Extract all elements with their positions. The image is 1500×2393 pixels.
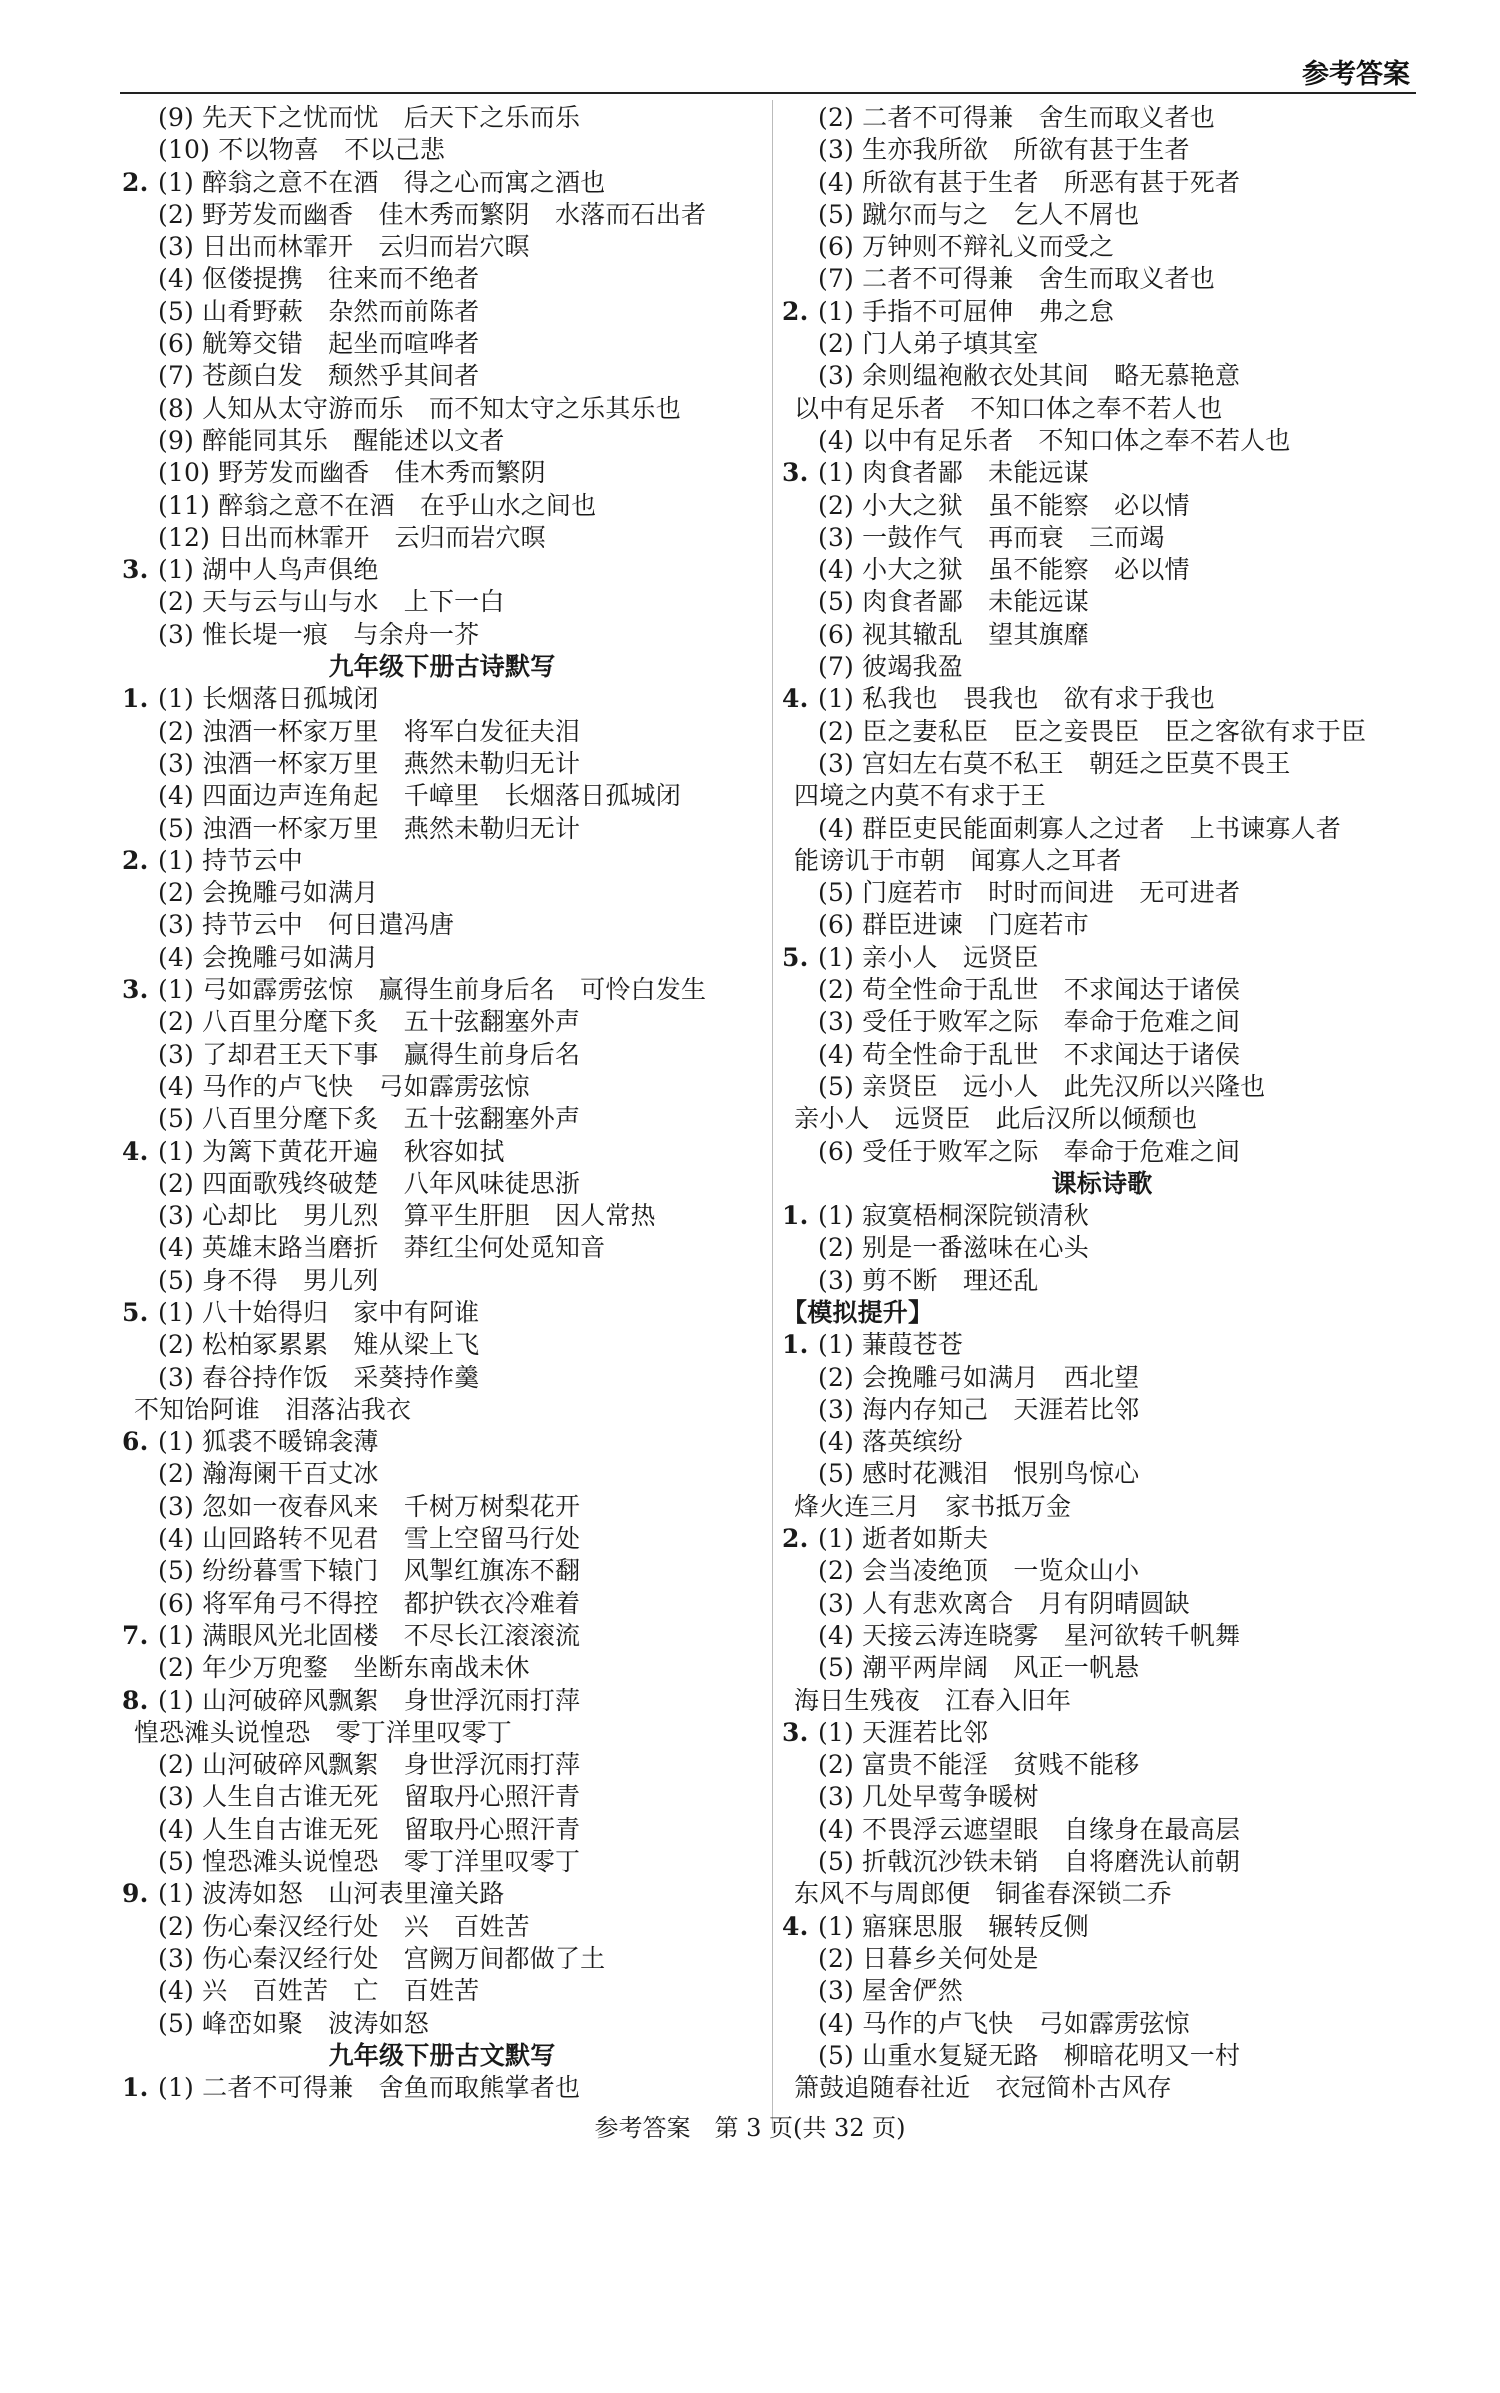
- answer-line: [782, 1717, 1422, 1749]
- answer-line: [782, 586, 1422, 618]
- question-number: 1.: [122, 684, 149, 714]
- answer-text: (3) 伤心秦汉经行处 宫阙万间都做了土: [158, 1943, 606, 1973]
- answer-text: (5) 山重水复疑无路 柳暗花明又一村: [818, 2040, 1241, 2070]
- answer-line: [782, 296, 1422, 328]
- answer-line: [782, 1071, 1422, 1103]
- answer-line: [122, 1685, 762, 1717]
- answer-text: (4) 山回路转不见君 雪上空留马行处: [158, 1524, 581, 1554]
- answer-line: [782, 1814, 1422, 1846]
- answer-text: 课标诗歌: [1051, 1168, 1153, 1198]
- answer-line: [122, 102, 762, 134]
- answer-text: (1) 手指不可屈伸 弗之怠: [818, 296, 1115, 326]
- answer-line: [782, 1555, 1422, 1587]
- answer-line: [122, 167, 762, 199]
- answer-line: [782, 522, 1422, 554]
- answer-line: [782, 1426, 1422, 1458]
- answer-text: 【模拟提升】: [782, 1297, 934, 1327]
- answer-line: [782, 490, 1422, 522]
- answer-text: 能谤讥于市朝 闻寡人之耳者: [794, 845, 1122, 875]
- question-number: 4.: [782, 1911, 809, 1941]
- answer-line: [122, 1588, 762, 1620]
- answer-line: [782, 683, 1422, 715]
- answer-text: (4) 四面边声连角起 千嶂里 长烟落日孤城闭: [158, 781, 681, 811]
- answer-line: [782, 619, 1422, 651]
- answer-text: (5) 惶恐滩头说惶恐 零丁洋里叹零丁: [158, 1847, 581, 1877]
- answer-text: (4) 以中有足乐者 不知口体之奉不若人也: [818, 425, 1291, 455]
- answer-text: (3) 人生自古谁无死 留取丹心照汗青: [158, 1782, 581, 1812]
- answer-text: (2) 日暮乡关何处是: [818, 1943, 1039, 1973]
- answer-line: [122, 1620, 762, 1652]
- answer-text: (1) 弓如霹雳弦惊 赢得生前身后名 可怜白发生: [158, 975, 707, 1005]
- answer-line: [782, 909, 1422, 941]
- answer-line: [782, 231, 1422, 263]
- answer-line: [782, 974, 1422, 1006]
- answer-text: (1) 寤寐思服 辗转反侧: [818, 1911, 1089, 1941]
- answer-text: (3) 几处早莺争暖树: [818, 1782, 1039, 1812]
- answer-line: [782, 1039, 1422, 1071]
- answer-text: 东风不与周郎便 铜雀春深锁二乔: [794, 1879, 1173, 1909]
- answer-text: (1) 蒹葭苍苍: [818, 1330, 963, 1360]
- answer-text: (5) 潮平两岸阔 风正一帆悬: [818, 1653, 1140, 1683]
- answer-text: (3) 心却比 男儿烈 算平生肝胆 因人常热: [158, 1201, 656, 1231]
- answer-line: [782, 1006, 1422, 1038]
- answer-text: (4) 不畏浮云遮望眼 自缘身在最高层: [818, 1814, 1241, 1844]
- answer-text: (1) 二者不可得兼 舍鱼而取熊掌者也: [158, 2073, 581, 2103]
- answer-text: (6) 将军角弓不得控 都护铁衣冷难着: [158, 1588, 581, 1618]
- answer-line: [782, 1846, 1422, 1878]
- answer-text: (4) 天接云涛连晓雾 星河欲转千帆舞: [818, 1620, 1241, 1650]
- answer-text: (3) 受任于败军之际 奉命于危难之间: [818, 1007, 1241, 1037]
- answer-text: (2) 别是一番滋味在心头: [818, 1233, 1089, 1263]
- answer-text: (4) 落英缤纷: [818, 1427, 963, 1457]
- answer-text: (2) 会当凌绝顶 一览众山小: [818, 1556, 1140, 1586]
- answer-line: [782, 1136, 1422, 1168]
- answer-text: (8) 人知从太守游而乐 而不知太守之乐其乐也: [158, 393, 681, 423]
- answer-text: (1) 为篱下黄花开遍 秋容如拭: [158, 1136, 505, 1166]
- answer-line: [122, 1814, 762, 1846]
- question-number: 2.: [782, 296, 809, 326]
- answer-line: [122, 1555, 762, 1587]
- answer-text: (5) 身不得 男儿列: [158, 1265, 379, 1295]
- answer-text: (2) 会挽雕弓如满月: [158, 878, 379, 908]
- header-rule: [120, 92, 1416, 94]
- left-column: [122, 102, 762, 2104]
- answer-text: (7) 二者不可得兼 舍生而取义者也: [818, 264, 1215, 294]
- question-number: 4.: [122, 1136, 149, 1166]
- answer-text: (4) 小大之狱 虽不能察 必以情: [818, 555, 1190, 585]
- answer-line: [782, 1878, 1422, 1910]
- answer-line: [122, 1394, 762, 1426]
- answer-text: (2) 门人弟子填其室: [818, 329, 1039, 359]
- answer-text: (1) 长烟落日孤城闭: [158, 684, 379, 714]
- answer-text: (3) 屋舍俨然: [818, 1976, 963, 2006]
- answer-text: (5) 峰峦如聚 波涛如怒: [158, 2008, 429, 2038]
- answer-text: (9) 醉能同其乐 醒能述以文者: [158, 425, 505, 455]
- answer-text: (3) 了却君王天下事 赢得生前身后名: [158, 1039, 581, 1069]
- answer-line: [782, 1362, 1422, 1394]
- answer-line: [122, 586, 762, 618]
- answer-line: [122, 1006, 762, 1038]
- answer-line: [782, 2008, 1422, 2040]
- answer-text: (2) 二者不可得兼 舍生而取义者也: [818, 103, 1215, 132]
- answer-line: [782, 651, 1422, 683]
- answer-text: (5) 纷纷暮雪下辕门 风掣红旗冻不翻: [158, 1556, 581, 1586]
- answer-line: [782, 1523, 1422, 1555]
- answer-line: [782, 716, 1422, 748]
- question-number: 7.: [122, 1620, 149, 1650]
- answer-line: [782, 1781, 1422, 1813]
- answer-text: (3) 海内存知己 天涯若比邻: [818, 1394, 1140, 1424]
- answer-text: (4) 马作的卢飞快 弓如霹雳弦惊: [818, 2008, 1190, 2038]
- answer-text: (2) 八百里分麾下炙 五十弦翻塞外声: [158, 1007, 581, 1037]
- answer-line: [782, 1749, 1422, 1781]
- answer-line: [122, 942, 762, 974]
- answer-text: (2) 野芳发而幽香 佳木秀而繁阴 水落而石出者: [158, 199, 707, 229]
- section-heading: [122, 651, 762, 683]
- answer-text: (3) 生亦我所欲 所欲有甚于生者: [818, 135, 1190, 165]
- answer-line: [122, 1878, 762, 1910]
- answer-line: [122, 457, 762, 489]
- answer-text: (1) 狐裘不暖锦衾薄: [158, 1427, 379, 1457]
- answer-line: [782, 1975, 1422, 2007]
- answer-text: (9) 先天下之忧而忧 后天下之乐而乐: [158, 103, 581, 132]
- answer-line: [782, 877, 1422, 909]
- answer-line: [122, 296, 762, 328]
- answer-line: [122, 1781, 762, 1813]
- answer-text: (5) 蹴尔而与之 乞人不屑也: [818, 199, 1140, 229]
- answer-line: [122, 748, 762, 780]
- question-number: 6.: [122, 1427, 149, 1457]
- answer-text: (2) 会挽雕弓如满月 西北望: [818, 1362, 1140, 1392]
- answer-text: (4) 群臣吏民能面刺寡人之过者 上书谏寡人者: [818, 813, 1341, 843]
- answer-text: (1) 湖中人鸟声俱绝: [158, 555, 379, 585]
- answer-text: (4) 伛偻提携 往来而不绝者: [158, 264, 480, 294]
- answer-line: [122, 1362, 762, 1394]
- answer-line: [122, 1232, 762, 1264]
- answer-line: [782, 1943, 1422, 1975]
- answer-line: [122, 1523, 762, 1555]
- answer-line: [122, 1265, 762, 1297]
- section-heading: [122, 2040, 762, 2072]
- question-number: 3.: [122, 975, 149, 1005]
- answer-line: [782, 328, 1422, 360]
- answer-line: [782, 393, 1422, 425]
- answer-text: (3) 剪不断 理还乱: [818, 1265, 1039, 1295]
- question-number: 2.: [782, 1524, 809, 1554]
- answer-text: (5) 肉食者鄙 未能远谋: [818, 587, 1089, 617]
- answer-text: (5) 八百里分麾下炙 五十弦翻塞外声: [158, 1104, 581, 1134]
- answer-text: 箫鼓追随春社近 衣冠简朴古风存: [794, 2073, 1173, 2103]
- answer-text: (4) 苟全性命于乱世 不求闻达于诸侯: [818, 1039, 1241, 1069]
- answer-text: (1) 天涯若比邻: [818, 1717, 989, 1747]
- answer-line: [122, 263, 762, 295]
- answer-line: [782, 1652, 1422, 1684]
- answer-line: [122, 1136, 762, 1168]
- answer-text: 海日生残夜 江春入旧年: [794, 1685, 1072, 1715]
- answer-line: [122, 1911, 762, 1943]
- answer-line: [782, 845, 1422, 877]
- question-number: 9.: [122, 1879, 149, 1909]
- answer-line: [122, 1329, 762, 1361]
- answer-text: (2) 天与云与山与水 上下一白: [158, 587, 505, 617]
- answer-line: [122, 1975, 762, 2007]
- answer-text: (2) 苟全性命于乱世 不求闻达于诸侯: [818, 975, 1241, 1005]
- answer-line: [122, 231, 762, 263]
- answer-text: 九年级下册古诗默写: [328, 652, 556, 682]
- answer-line: [782, 1103, 1422, 1135]
- answer-text: (3) 浊酒一杯家万里 燕然未勒归无计: [158, 748, 581, 778]
- question-number: 2.: [122, 167, 149, 197]
- answer-line: [782, 1200, 1422, 1232]
- answer-line: [782, 1265, 1422, 1297]
- answer-line: [122, 134, 762, 166]
- answer-line: [122, 199, 762, 231]
- answer-line: [782, 1458, 1422, 1490]
- answer-line: [122, 1652, 762, 1684]
- answer-text: (2) 年少万兜鍪 坐断东南战未休: [158, 1653, 530, 1683]
- answer-line: [782, 1491, 1422, 1523]
- question-number: 1.: [122, 2073, 149, 2103]
- answer-text: (2) 瀚海阑干百丈冰: [158, 1459, 379, 1489]
- answer-line: [122, 1491, 762, 1523]
- answer-text: (1) 逝者如斯夫: [818, 1524, 989, 1554]
- answer-text: (6) 视其辙乱 望其旗靡: [818, 619, 1089, 649]
- answer-line: [782, 780, 1422, 812]
- answer-text: (6) 受任于败军之际 奉命于危难之间: [818, 1136, 1241, 1166]
- answer-text: 以中有足乐者 不知口体之奉不若人也: [794, 393, 1223, 423]
- answer-line: [782, 748, 1422, 780]
- answer-text: (1) 私我也 畏我也 欲有求于我也: [818, 684, 1215, 714]
- answer-line: [122, 1749, 762, 1781]
- answer-line: [122, 2072, 762, 2104]
- question-number: 3.: [782, 458, 809, 488]
- answer-text: (11) 醉翁之意不在酒 在乎山水之间也: [158, 490, 597, 520]
- answer-text: (2) 四面歌残终破楚 八年风味徒思浙: [158, 1168, 581, 1198]
- answer-line: [122, 813, 762, 845]
- answer-text: (3) 舂谷持作饭 采葵持作羹: [158, 1362, 480, 1392]
- answer-text: (4) 兴 百姓苦 亡 百姓苦: [158, 1976, 480, 2006]
- answer-line: [782, 813, 1422, 845]
- answer-line: [122, 683, 762, 715]
- answer-text: (4) 所欲有甚于生者 所恶有甚于死者: [818, 167, 1241, 197]
- question-number: 8.: [122, 1685, 149, 1715]
- answer-text: (12) 日出而林霏开 云归而岩穴暝: [158, 522, 546, 552]
- answer-line: [122, 393, 762, 425]
- answer-text: (10) 野芳发而幽香 佳木秀而繁阴: [158, 458, 546, 488]
- page-header-label: 参考答案: [1302, 59, 1410, 90]
- question-number: 1.: [782, 1201, 809, 1231]
- answer-text: (5) 亲贤臣 远小人 此先汉所以兴隆也: [818, 1071, 1266, 1101]
- answer-line: [782, 942, 1422, 974]
- answer-line: [122, 1943, 762, 1975]
- answer-line: [122, 877, 762, 909]
- answer-line: [782, 2072, 1422, 2104]
- answer-text: (7) 彼竭我盈: [818, 652, 963, 682]
- answer-line: [122, 780, 762, 812]
- answer-line: [782, 134, 1422, 166]
- answer-text: (5) 折戟沉沙铁未销 自将磨洗认前朝: [818, 1847, 1241, 1877]
- answer-text: (2) 松柏冢累累 雉从梁上飞: [158, 1330, 480, 1360]
- answer-text: (3) 一鼓作气 再而衰 三而竭: [818, 522, 1165, 552]
- answer-text: (1) 亲小人 远贤臣: [818, 942, 1039, 972]
- answer-text: (1) 波涛如怒 山河表里潼关路: [158, 1879, 505, 1909]
- answer-line: [782, 1911, 1422, 1943]
- answer-text: (6) 群臣进谏 门庭若市: [818, 910, 1089, 940]
- answer-line: [782, 425, 1422, 457]
- answer-line: [122, 2008, 762, 2040]
- answer-text: (3) 持节云中 何日遣冯唐: [158, 910, 455, 940]
- answer-text: (2) 小大之狱 虽不能察 必以情: [818, 490, 1190, 520]
- answer-text: (5) 山肴野蔌 杂然而前陈者: [158, 296, 480, 326]
- answer-text: (10) 不以物喜 不以己悲: [158, 135, 446, 165]
- answer-text: (2) 富贵不能淫 贫贱不能移: [818, 1750, 1140, 1780]
- answer-text: 烽火连三月 家书抵万金: [794, 1491, 1072, 1521]
- answer-text: (3) 日出而林霏开 云归而岩穴暝: [158, 232, 530, 262]
- answer-text: (3) 人有悲欢离合 月有阴晴圆缺: [818, 1588, 1190, 1618]
- section-heading: [782, 1168, 1422, 1200]
- question-number: 4.: [782, 684, 809, 714]
- subsection-heading: [782, 1297, 1422, 1329]
- answer-line: [122, 1717, 762, 1749]
- answer-text: (5) 门庭若市 时时而间进 无可进者: [818, 878, 1241, 908]
- answer-line: [782, 1394, 1422, 1426]
- answer-text: (5) 感时花溅泪 恨别鸟惊心: [818, 1459, 1140, 1489]
- right-column: [782, 102, 1422, 2104]
- answer-line: [122, 490, 762, 522]
- answer-line: [122, 360, 762, 392]
- answer-text: (2) 浊酒一杯家万里 将军白发征夫泪: [158, 716, 581, 746]
- answer-text: (7) 苍颜白发 颓然乎其间者: [158, 361, 480, 391]
- answer-line: [782, 199, 1422, 231]
- answer-text: (4) 会挽雕弓如满月: [158, 942, 379, 972]
- answer-line: [122, 1071, 762, 1103]
- question-number: 3.: [122, 555, 149, 585]
- question-number: 3.: [782, 1717, 809, 1747]
- answer-line: [782, 263, 1422, 295]
- answer-line: [782, 554, 1422, 586]
- answer-line: [122, 554, 762, 586]
- answer-line: [122, 619, 762, 651]
- answer-text: (1) 持节云中: [158, 845, 303, 875]
- answer-line: [122, 1200, 762, 1232]
- answer-text: (6) 觥筹交错 起坐而喧哗者: [158, 329, 480, 359]
- question-number: 5.: [122, 1297, 149, 1327]
- answer-line: [782, 1232, 1422, 1264]
- answer-line: [122, 1168, 762, 1200]
- question-number: 2.: [122, 845, 149, 875]
- answer-text: (6) 万钟则不辩礼义而受之: [818, 232, 1115, 262]
- answer-text: (1) 寂寞梧桐深院锁清秋: [818, 1201, 1089, 1231]
- answer-text: (1) 八十始得归 家中有阿谁: [158, 1297, 480, 1327]
- answer-line: [122, 1297, 762, 1329]
- answer-line: [782, 1685, 1422, 1717]
- answer-line: [122, 974, 762, 1006]
- answer-text: (3) 余则缊袍敝衣处其间 略无慕艳意: [818, 361, 1241, 391]
- answer-text: 不知饴阿谁 泪落沾我衣: [134, 1394, 412, 1424]
- question-number: 1.: [782, 1330, 809, 1360]
- answer-line: [122, 1103, 762, 1135]
- answer-line: [782, 2040, 1422, 2072]
- answer-line: [122, 1846, 762, 1878]
- answer-text: 亲小人 远贤臣 此后汉所以倾颓也: [794, 1104, 1198, 1134]
- answer-text: (2) 臣之妻私臣 臣之妾畏臣 臣之客欲有求于臣: [818, 716, 1367, 746]
- answer-text: (1) 肉食者鄙 未能远谋: [818, 458, 1089, 488]
- answer-text: (4) 英雄末路当磨折 莽红尘何处觅知音: [158, 1233, 606, 1263]
- column-divider: [772, 100, 773, 2130]
- answer-text: 九年级下册古文默写: [328, 2040, 556, 2070]
- answer-text: (1) 醉翁之意不在酒 得之心而寓之酒也: [158, 167, 606, 197]
- answer-line: [782, 1620, 1422, 1652]
- answer-text: (4) 马作的卢飞快 弓如霹雳弦惊: [158, 1071, 530, 1101]
- answer-line: [122, 909, 762, 941]
- answer-line: [122, 716, 762, 748]
- answer-line: [782, 1588, 1422, 1620]
- answer-text: (3) 惟长堤一痕 与余舟一芥: [158, 619, 480, 649]
- answer-line: [782, 457, 1422, 489]
- answer-text: (2) 山河破碎风飘絮 身世浮沉雨打萍: [158, 1750, 581, 1780]
- answer-line: [122, 425, 762, 457]
- answer-text: 四境之内莫不有求于王: [794, 781, 1047, 811]
- answer-text: (4) 人生自古谁无死 留取丹心照汗青: [158, 1814, 581, 1844]
- answer-line: [782, 1329, 1422, 1361]
- page-footer: 参考答案 第 3 页(共 32 页): [594, 2114, 906, 2142]
- question-number: 5.: [782, 942, 809, 972]
- answer-line: [122, 328, 762, 360]
- answer-text: 惶恐滩头说惶恐 零丁洋里叹零丁: [134, 1717, 513, 1747]
- answer-text: (1) 满眼风光北固楼 不尽长江滚滚流: [158, 1620, 581, 1650]
- answer-text: (2) 伤心秦汉经行处 兴 百姓苦: [158, 1911, 530, 1941]
- answer-line: [782, 102, 1422, 134]
- answer-line: [122, 522, 762, 554]
- answer-text: (1) 山河破碎风飘絮 身世浮沉雨打萍: [158, 1685, 581, 1715]
- answer-line: [122, 1426, 762, 1458]
- answer-text: (3) 宫妇左右莫不私王 朝廷之臣莫不畏王: [818, 748, 1291, 778]
- answer-text: (3) 忽如一夜春风来 千树万树梨花开: [158, 1491, 581, 1521]
- answer-line: [782, 360, 1422, 392]
- answer-text: (5) 浊酒一杯家万里 燕然未勒归无计: [158, 813, 581, 843]
- answer-line: [122, 1039, 762, 1071]
- answer-line: [122, 845, 762, 877]
- answer-line: [122, 1458, 762, 1490]
- answer-line: [782, 167, 1422, 199]
